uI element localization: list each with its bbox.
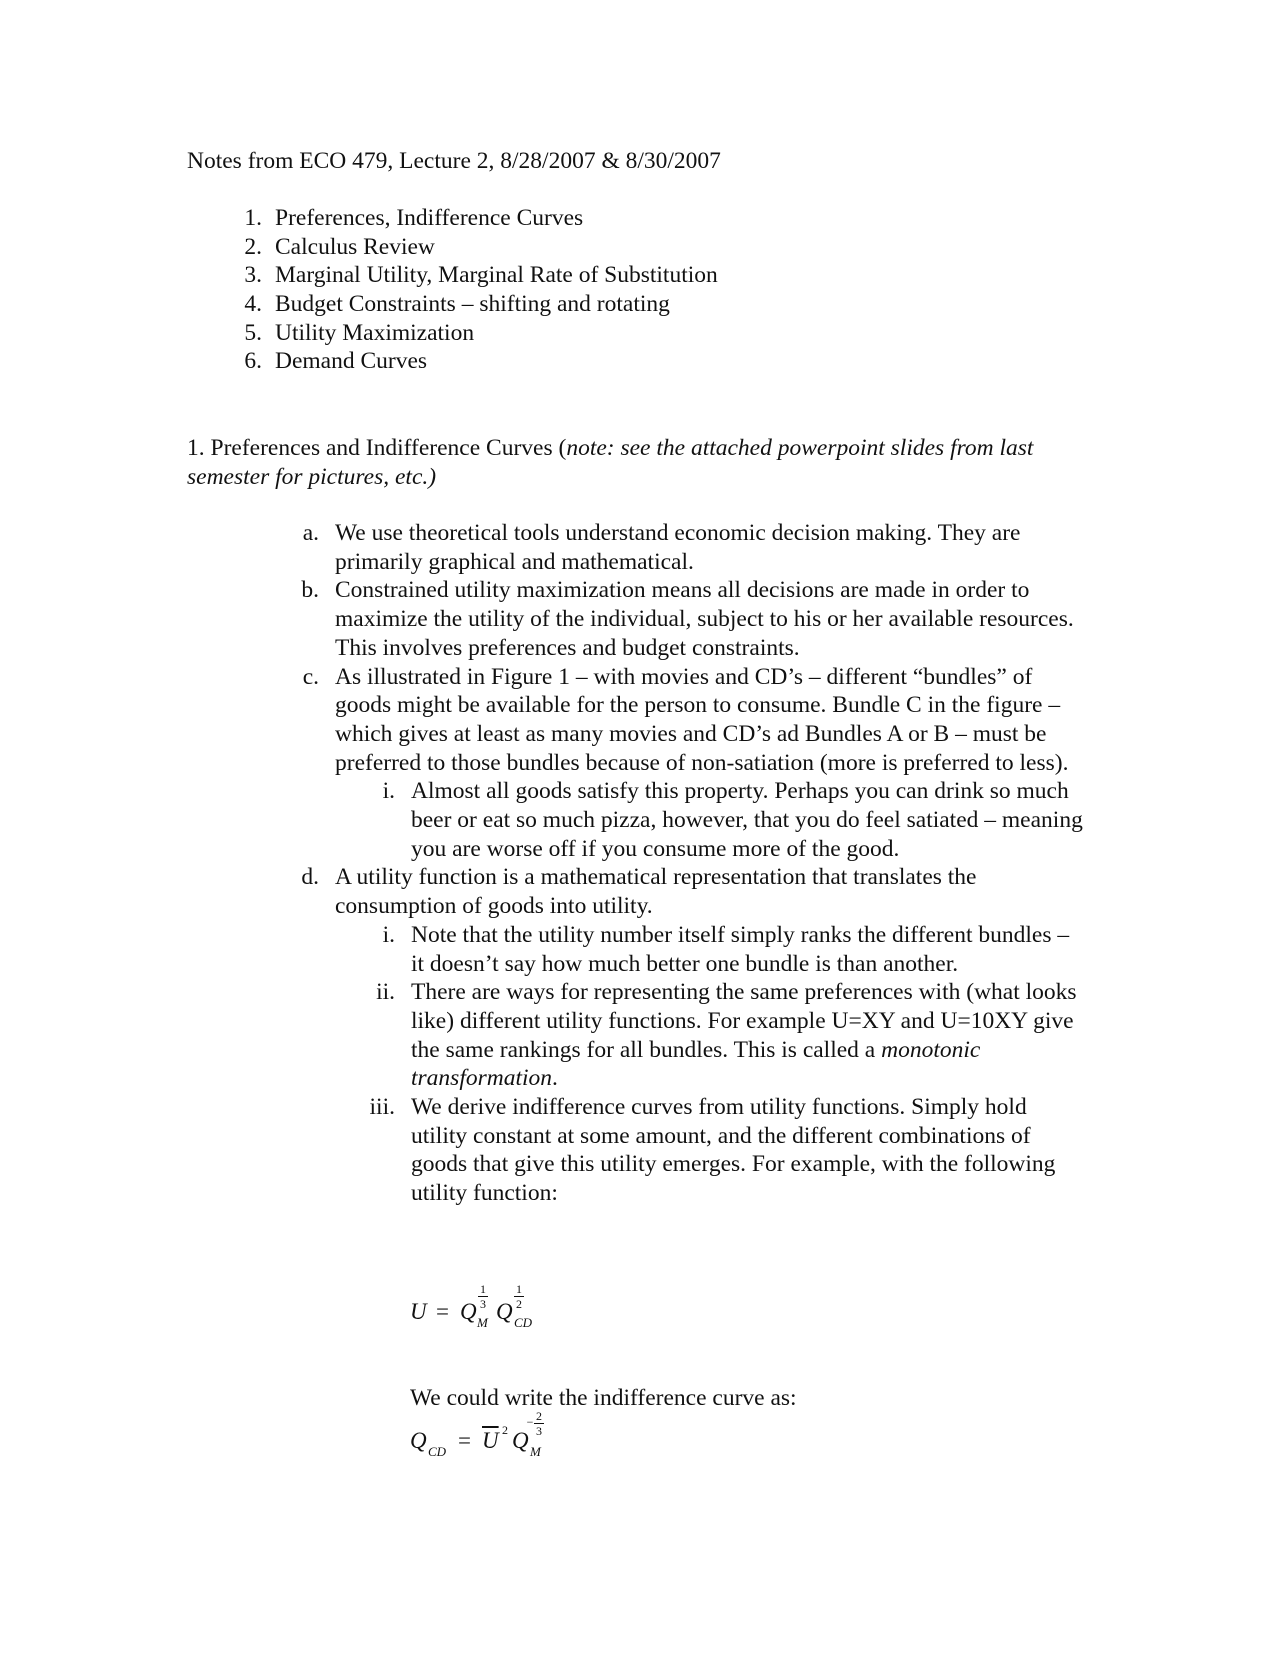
item-marker: iii. bbox=[369, 1094, 395, 1121]
section-heading-text: 1. Preferences and Indifference Curves ( bbox=[187, 435, 567, 461]
formula2-u-exp: 2 bbox=[502, 1423, 508, 1437]
list-text: Calculus Review bbox=[275, 233, 435, 260]
list-text: Budget Constraints – shifting and rotating bbox=[275, 291, 670, 318]
topic-list bbox=[222, 204, 718, 376]
list-number: 5. bbox=[244, 319, 262, 346]
formula2-u: $\overline{U}$ bbox=[482, 1428, 499, 1453]
list-item bbox=[222, 290, 718, 319]
formula2-q-exp-sign: − bbox=[526, 1415, 534, 1429]
item-text: Almost all goods satisfy this property. Perhaps you can drink so much beer or eat so much pizza, however, that you do feel satiated – meaning you are worse off if you consume more of the good. bbox=[411, 778, 1083, 862]
formula2-q-exp-den: 3 bbox=[536, 1424, 542, 1438]
formula2-q-exp-num: 2 bbox=[536, 1409, 542, 1423]
item-marker: d. bbox=[301, 864, 319, 891]
list-text: Marginal Utility, Marginal Rate of Substitution bbox=[275, 262, 718, 289]
formula-q2-exp-den: 2 bbox=[516, 1297, 522, 1311]
item-marker: i. bbox=[382, 921, 395, 948]
formula-lhs: U bbox=[410, 1299, 427, 1324]
formula-q2-exp-num: 1 bbox=[516, 1282, 522, 1296]
list-item bbox=[222, 261, 718, 290]
section-heading bbox=[187, 434, 1067, 491]
list-item-d bbox=[285, 863, 1085, 920]
list-number: 2. bbox=[244, 233, 262, 260]
formula-equals: = bbox=[436, 1299, 449, 1324]
page-title: Notes from ECO 479, Lecture 2, 8/28/2007 & 8/30/2007 bbox=[187, 148, 721, 174]
list-item-a bbox=[285, 519, 1085, 576]
list-item-d-iii bbox=[285, 1093, 1085, 1208]
formula2-lhs: Q bbox=[410, 1428, 427, 1453]
formula-q1: Q bbox=[460, 1299, 477, 1324]
item-marker: c. bbox=[302, 663, 319, 690]
list-item bbox=[222, 233, 718, 262]
utility-formula bbox=[410, 1283, 560, 1343]
list-text: Preferences, Indifference Curves bbox=[275, 205, 584, 231]
item-text: There are ways for representing the same preferences with (what looks like) different utility functions. For example U=XY and U=10XY give the same rankings for all bundles. This is called a bbox=[411, 979, 1077, 1063]
list-number: 3. bbox=[244, 262, 262, 289]
item-tail: . bbox=[552, 1065, 558, 1092]
list-number: 4. bbox=[244, 291, 262, 318]
list-item bbox=[222, 204, 718, 233]
item-text: A utility function is a mathematical representation that translates the consumption of goods into utility. bbox=[335, 864, 977, 920]
list-item-c bbox=[285, 663, 1085, 778]
formula2-lhs-sub: CD bbox=[428, 1444, 447, 1459]
list-item bbox=[222, 319, 718, 348]
item-text: Note that the utility number itself simply ranks the different bundles – it doesn’t say how much better one bundle is than another. bbox=[411, 921, 1070, 977]
list-item bbox=[222, 347, 718, 376]
item-text: We derive indifference curves from utility functions. Simply hold utility constant at some amount, and the different combinations of goods that give this utility emerges. For example, with the following utility function: bbox=[411, 1094, 1056, 1207]
formula-q1-exp-num: 1 bbox=[480, 1282, 486, 1296]
indifference-formula bbox=[410, 1410, 570, 1470]
item-marker: ii. bbox=[376, 979, 395, 1006]
list-number: 6. bbox=[244, 348, 262, 375]
formula2-equals: = bbox=[458, 1428, 471, 1453]
list-number: 1. bbox=[244, 205, 262, 231]
item-text: As illustrated in Figure 1 – with movies and CD’s – different “bundles” of goods might be available for the person to consume. Bundle C in the figure – which gives at least as many movies and CD’s ad Bundles A or B – must be preferred to those bundles because of non-satiation (more is preferred to less). bbox=[335, 663, 1069, 776]
list-item-b bbox=[285, 576, 1085, 662]
item-text: We use theoretical tools understand economic decision making. They are primarily graphical and mathematical. bbox=[335, 520, 1021, 575]
item-marker: i. bbox=[382, 778, 395, 805]
list-item-d-i bbox=[285, 921, 1085, 978]
formula-q1-exp-den: 3 bbox=[480, 1297, 486, 1311]
formula2-q: Q bbox=[512, 1428, 529, 1453]
item-marker: a. bbox=[302, 520, 319, 546]
formula-q2-sub: CD bbox=[514, 1315, 533, 1330]
formula-q2: Q bbox=[496, 1299, 513, 1324]
list-item-c-i bbox=[285, 777, 1085, 863]
list-text: Utility Maximization bbox=[275, 319, 475, 346]
notes-list bbox=[285, 519, 1085, 1208]
item-text: Constrained utility maximization means all decisions are made in order to maximize the utility of the individual, subject to his or her available resources. This involves preferences and budget constraints. bbox=[335, 577, 1074, 661]
formula-q1-sub: M bbox=[477, 1315, 488, 1330]
item-marker: b. bbox=[301, 577, 319, 604]
indifference-text: We could write the indifference curve as: bbox=[410, 1385, 797, 1411]
list-text: Demand Curves bbox=[275, 348, 428, 375]
item-emphasis: monotonic transformation bbox=[411, 1036, 981, 1092]
formula2-q-sub: M bbox=[530, 1444, 541, 1459]
list-item-d-ii bbox=[285, 978, 1085, 1093]
section-heading-note: note: see the attached powerpoint slides from last semester for pictures, etc.) bbox=[187, 435, 1034, 490]
